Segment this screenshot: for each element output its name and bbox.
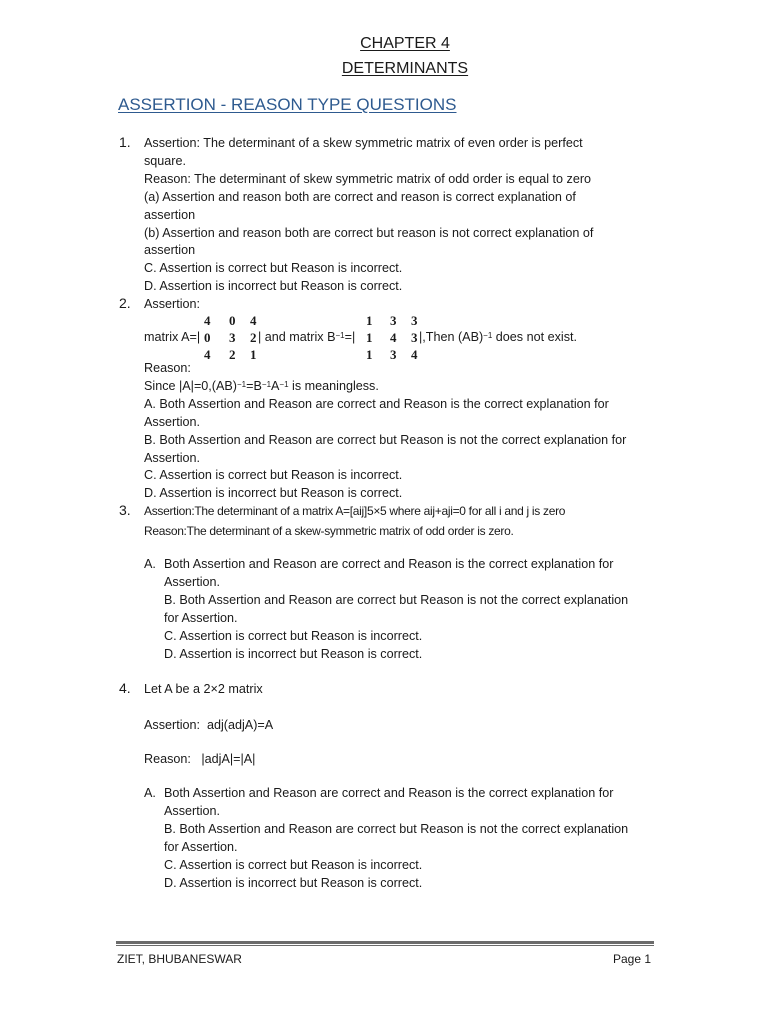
option-c: C. Assertion is correct but Reason is incorrect. (144, 468, 403, 483)
footer-rule-thin (116, 945, 654, 946)
option-a-label: A. (144, 557, 156, 571)
text-line: Assertion. (164, 574, 220, 589)
text-line: Reason: The determinant of skew symmetric matrix of odd order is equal to zero (144, 171, 592, 186)
question-number: 3. (119, 502, 131, 518)
option-a: Both Assertion and Reason are correct and Reason is the correct explanation for (164, 786, 614, 800)
page-number: Page 1 (613, 952, 652, 966)
question-1-body (144, 135, 593, 296)
text-line: assertion (144, 243, 196, 258)
option-a-label: A. (144, 786, 156, 800)
matrix-a-entry: 3 (229, 330, 236, 345)
text-line: square. (144, 153, 187, 168)
option-d: D. Assertion is incorrect but Reason is correct. (144, 486, 403, 501)
text-line: Assertion. (144, 450, 200, 465)
question-number: 2. (119, 295, 131, 311)
chapter-heading: CHAPTER 4 (360, 35, 450, 52)
matrix-b-entry: 3 (390, 347, 397, 362)
matrix-b-entry: 3 (411, 313, 418, 328)
option-b: B. Both Assertion and Reason are correct but Reason is not the correct explanation (164, 821, 629, 836)
assertion-text: Assertion:The determinant of a matrix A=[aij]5×5 where aij+aji=0 for all i and j is zero (144, 504, 566, 518)
matrix-a-entry: 2 (250, 330, 257, 345)
option-b: B. Both Assertion and Reason are correct but Reason is not the correct explanation for (144, 432, 627, 447)
matrix-b-entry: 4 (390, 330, 397, 345)
text-line: assertion (144, 207, 196, 222)
reason-label: Reason: (144, 361, 191, 375)
subject-heading: DETERMINANTS (341, 60, 469, 77)
matrix-a-entry: 4 (250, 313, 257, 328)
matrix-a-entry: 0 (229, 313, 236, 328)
text-line: Assertion. (164, 803, 220, 818)
matrix-b-entry: 3 (411, 330, 418, 345)
since-line: Since $|A|=0,(AB)^{-1}=B^{-1}A^{-1}$ is meaningless. (144, 378, 379, 393)
matrix-b-entry: 1 (366, 330, 373, 345)
assertion-label: Assertion: (144, 297, 200, 311)
option-c: C. Assertion is correct but Reason is incorrect. (164, 628, 423, 643)
matrix-a-entry: 0 (204, 330, 211, 345)
option-c: C. Assertion is correct but Reason is incorrect. (144, 261, 403, 276)
footer-institution: ZIET, BHUBANESWAR (117, 952, 242, 966)
text-line: Assertion: The determinant of a skew symmetric matrix of even order is perfect (144, 136, 583, 150)
matrix-a-entry: 2 (229, 347, 236, 362)
matrix-b-entry: 1 (366, 313, 373, 328)
matrix-line (144, 329, 684, 347)
question-2-body (144, 360, 626, 503)
question-4-options (164, 785, 628, 892)
option-d: D. Assertion is incorrect but Reason is correct. (164, 646, 423, 661)
matrix-b-entry: 1 (366, 347, 373, 362)
question-number: 1. (119, 134, 131, 150)
option-a: (a) Assertion and reason both are correct and reason is correct explanation of (144, 189, 576, 204)
reason-text: Reason:The determinant of a skew-symmetric matrix of odd order is zero. (144, 524, 514, 538)
intro-text: Let A be a 2×2 matrix (144, 682, 263, 696)
matrix-b-entry: 4 (411, 347, 418, 362)
option-a: A. Both Assertion and Reason are correct and Reason is the correct explanation for (144, 396, 609, 411)
option-c: C. Assertion is correct but Reason is incorrect. (164, 857, 423, 872)
footer-rule (116, 941, 654, 944)
question-number: 4. (119, 680, 131, 696)
matrix-a-label: matrix A=| (144, 330, 201, 344)
matrix-a-entry: 4 (204, 313, 211, 328)
matrix-a-entry: 1 (250, 347, 257, 362)
text-line: for Assertion. (164, 839, 238, 854)
option-b: B. Both Assertion and Reason are correct but Reason is not the correct explanation (164, 592, 629, 607)
reason-text: Reason: |adjA|=|A| (144, 752, 256, 766)
option-b: (b) Assertion and reason both are correct but reason is not correct explanation of (144, 225, 594, 240)
text-line: Assertion. (144, 414, 200, 429)
option-d: D. Assertion is incorrect but Reason is correct. (144, 279, 403, 294)
matrix-b-label: | and matrix $B^{-1}=|$ (258, 330, 356, 344)
option-d: D. Assertion is incorrect but Reason is correct. (164, 875, 423, 890)
assertion-text: Assertion: adj(adjA)=A (144, 718, 274, 732)
question-3-options (164, 556, 628, 663)
matrix-a-entry: 4 (204, 347, 211, 362)
text-line: for Assertion. (164, 610, 238, 625)
matrix-b-entry: 3 (390, 313, 397, 328)
option-a: Both Assertion and Reason are correct and Reason is the correct explanation for (164, 557, 614, 571)
then-clause: |,Then (AB)$^{-1}$ does not exist. (419, 330, 578, 344)
section-title: ASSERTION - REASON TYPE QUESTIONS (118, 95, 457, 114)
